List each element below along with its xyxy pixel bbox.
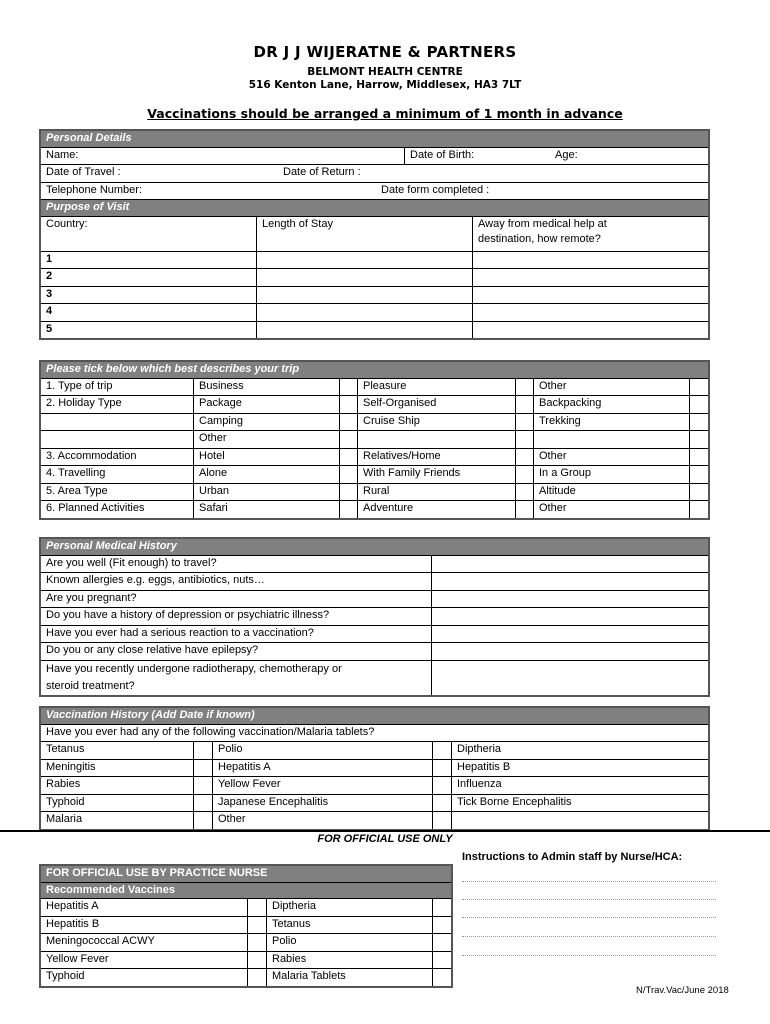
remote-cell[interactable]	[473, 269, 709, 287]
nurse-recommended-table	[40, 865, 452, 987]
vaccine-label	[452, 812, 709, 830]
trip-row	[41, 448, 709, 466]
tick-box[interactable]	[690, 466, 709, 484]
remote-cell[interactable]	[473, 251, 709, 269]
trip-option-label: Other	[534, 448, 690, 466]
vaccine-date-box[interactable]	[433, 742, 452, 760]
vaccine-date-box[interactable]	[194, 759, 213, 777]
vaccine-label: Tick Borne Encephalitis	[452, 794, 709, 812]
tick-box[interactable]	[248, 916, 267, 934]
recommended-vaccine-label: Tetanus	[267, 916, 433, 934]
trip-category-label	[41, 413, 194, 431]
tick-box[interactable]	[248, 969, 267, 987]
vaccination-question: Have you ever had any of the following vaccination/Malaria tablets?	[41, 724, 709, 742]
trip-category-label: 4. Travelling	[41, 466, 194, 484]
trip-option-label: Pleasure	[358, 378, 516, 396]
vaccine-date-box[interactable]	[194, 742, 213, 760]
stay-cell[interactable]	[257, 304, 473, 322]
tick-box[interactable]	[516, 483, 534, 501]
tick-box[interactable]	[516, 396, 534, 414]
tick-box[interactable]	[433, 934, 452, 952]
remote-cell[interactable]	[473, 321, 709, 339]
trip-option-label	[534, 431, 690, 449]
trip-category-label: 3. Accommodation	[41, 448, 194, 466]
centre-name: BELMONT HEALTH CENTRE	[307, 66, 463, 78]
trip-row	[41, 396, 709, 414]
tick-box[interactable]	[690, 378, 709, 396]
trip-option-label: Urban	[194, 483, 340, 501]
recommended-vaccine-label: Diptheria	[267, 899, 433, 917]
vaccine-date-box[interactable]	[433, 777, 452, 795]
vaccine-date-box[interactable]	[433, 794, 452, 812]
instruction-line[interactable]	[462, 955, 716, 956]
tick-box[interactable]	[248, 899, 267, 917]
instruction-line[interactable]	[462, 881, 716, 882]
medical-answer-cell[interactable]	[432, 573, 709, 591]
trip-option-label: Camping	[194, 413, 340, 431]
medical-answer-cell[interactable]	[432, 660, 709, 695]
vaccination-row	[41, 742, 709, 760]
personal-details-table	[40, 130, 709, 339]
tick-box[interactable]	[690, 448, 709, 466]
medical-answer-cell[interactable]	[432, 625, 709, 643]
telephone-label: Telephone Number:	[46, 183, 143, 196]
admin-instructions-label: Instructions to Admin staff by Nurse/HCA:	[462, 851, 683, 863]
tick-box[interactable]	[340, 501, 358, 519]
trip-category-label: 5. Area Type	[41, 483, 194, 501]
recommended-vaccine-label: Hepatitis B	[41, 916, 248, 934]
medical-answer-cell[interactable]	[432, 643, 709, 661]
tick-box[interactable]	[340, 378, 358, 396]
form-reference: N/Trav.Vac/June 2018	[636, 985, 729, 996]
medical-history-table	[40, 538, 709, 696]
stay-cell[interactable]	[257, 321, 473, 339]
tick-box[interactable]	[248, 951, 267, 969]
tick-box[interactable]	[516, 378, 534, 396]
name-field[interactable]: Name:	[41, 147, 405, 165]
instruction-line[interactable]	[462, 899, 716, 900]
recommended-vaccine-label: Malaria Tablets	[267, 969, 433, 987]
vaccination-heading: Vaccination History (Add Date if known)	[41, 708, 709, 725]
date-completed-label: Date form completed :	[381, 183, 490, 196]
trip-option-label	[358, 431, 516, 449]
vaccine-label: Meningitis	[41, 759, 194, 777]
trip-option-label: Altitude	[534, 483, 690, 501]
medical-row	[41, 608, 709, 626]
official-use-label: FOR OFFICIAL USE ONLY	[317, 833, 453, 845]
remote-cell[interactable]	[473, 286, 709, 304]
recommended-row	[41, 969, 452, 987]
trip-option-label: In a Group	[534, 466, 690, 484]
tick-box[interactable]	[340, 396, 358, 414]
vaccine-date-box[interactable]	[433, 812, 452, 830]
vaccine-label: Typhoid	[41, 794, 194, 812]
medical-row	[41, 573, 709, 591]
tick-box[interactable]	[516, 448, 534, 466]
medical-row	[41, 643, 709, 661]
vaccine-label: Hepatitis A	[213, 759, 433, 777]
tick-box[interactable]	[516, 413, 534, 431]
tick-box[interactable]	[516, 466, 534, 484]
trip-row	[41, 466, 709, 484]
recommended-vaccine-label: Polio	[267, 934, 433, 952]
tick-box[interactable]	[516, 431, 534, 449]
age-label: Age:	[555, 148, 578, 161]
trip-row	[41, 413, 709, 431]
personal-details-heading: Personal Details	[41, 131, 709, 148]
vaccination-row	[41, 794, 709, 812]
medical-question: Do you or any close relative have epilepsy?	[41, 643, 432, 661]
trip-option-label: Other	[194, 431, 340, 449]
recommended-vaccine-label: Yellow Fever	[41, 951, 248, 969]
vaccine-label: Malaria	[41, 812, 194, 830]
vaccination-row	[41, 777, 709, 795]
tick-box[interactable]	[248, 934, 267, 952]
trip-option-label: Trekking	[534, 413, 690, 431]
trip-category-label	[41, 431, 194, 449]
recommended-row	[41, 916, 452, 934]
trip-option-label: Hotel	[194, 448, 340, 466]
trip-option-label: Relatives/Home	[358, 448, 516, 466]
country-row-label[interactable]: 1	[41, 251, 257, 269]
remote-cell[interactable]	[473, 304, 709, 322]
trip-option-label: Adventure	[358, 501, 516, 519]
stay-cell[interactable]	[257, 251, 473, 269]
recommended-row	[41, 934, 452, 952]
vaccine-label: Polio	[213, 742, 433, 760]
vaccine-label: Diptheria	[452, 742, 709, 760]
tick-box[interactable]	[340, 413, 358, 431]
trip-option-label: Rural	[358, 483, 516, 501]
tick-box[interactable]	[690, 396, 709, 414]
official-divider	[0, 830, 770, 832]
trip-category-label: 1. Type of trip	[41, 378, 194, 396]
vaccine-date-box[interactable]	[194, 794, 213, 812]
recommended-heading: Recommended Vaccines	[41, 882, 452, 899]
medical-row	[41, 590, 709, 608]
trip-option-label: Other	[534, 378, 690, 396]
vaccination-row	[41, 812, 709, 830]
vaccine-label: Influenza	[452, 777, 709, 795]
purpose-heading: Purpose of Visit	[41, 200, 709, 217]
trip-option-label: With Family Friends	[358, 466, 516, 484]
medical-question: Are you pregnant?	[41, 590, 432, 608]
medical-question: Are you well (Fit enough) to travel?	[41, 555, 432, 573]
trip-row	[41, 431, 709, 449]
medical-answer-cell[interactable]	[432, 555, 709, 573]
medical-question: Have you ever had a serious reaction to a vaccination?	[41, 625, 432, 643]
vaccine-label: Hepatitis B	[452, 759, 709, 777]
instruction-line[interactable]	[462, 936, 716, 937]
medical-row	[41, 555, 709, 573]
trip-row	[41, 378, 709, 396]
tick-box[interactable]	[433, 916, 452, 934]
trip-option-label: Package	[194, 396, 340, 414]
date-of-travel-label: Date of Travel :	[46, 166, 121, 178]
vaccination-row	[41, 759, 709, 777]
remote-header: Away from medical help at destination, how remote?	[473, 216, 709, 251]
recommended-vaccine-label: Rabies	[267, 951, 433, 969]
country-header: Country:	[41, 216, 257, 251]
trip-option-label: Business	[194, 378, 340, 396]
trip-row	[41, 501, 709, 519]
tick-box[interactable]	[433, 969, 452, 987]
vaccine-label: Rabies	[41, 777, 194, 795]
medical-question: Known allergies e.g. eggs, antibiotics, nuts…	[41, 573, 432, 591]
tick-box[interactable]	[690, 483, 709, 501]
vaccine-date-box[interactable]	[194, 812, 213, 830]
nurse-heading: FOR OFFICIAL USE BY PRACTICE NURSE	[41, 866, 452, 883]
vaccine-label: Yellow Fever	[213, 777, 433, 795]
medical-heading: Personal Medical History	[41, 539, 709, 556]
vaccine-date-box[interactable]	[433, 759, 452, 777]
vaccine-label: Other	[213, 812, 433, 830]
dob-age-field[interactable]	[405, 147, 709, 165]
medical-answer-cell[interactable]	[432, 608, 709, 626]
medical-answer-cell[interactable]	[432, 590, 709, 608]
recommended-vaccine-label: Typhoid	[41, 969, 248, 987]
medical-row	[41, 625, 709, 643]
trip-option-label: Safari	[194, 501, 340, 519]
medical-question: Do you have a history of depression or psychiatric illness?	[41, 608, 432, 626]
vaccine-date-box[interactable]	[194, 777, 213, 795]
recommended-row	[41, 951, 452, 969]
trip-option-label: Other	[534, 501, 690, 519]
medical-question: Have you recently undergone radiotherapy, chemotherapy or steroid treatment?	[41, 660, 432, 695]
phone-field[interactable]	[41, 182, 709, 200]
dob-label: Date of Birth:	[410, 148, 475, 161]
tick-box[interactable]	[690, 501, 709, 519]
trip-category-label: 2. Holiday Type	[41, 396, 194, 414]
country-row-label[interactable]: 3	[41, 286, 257, 304]
recommended-row	[41, 899, 452, 917]
country-row-label[interactable]: 2	[41, 269, 257, 287]
tick-box[interactable]	[340, 431, 358, 449]
instruction-line[interactable]	[462, 917, 716, 918]
trip-table	[40, 361, 709, 519]
date-of-return-label: Date of Return :	[283, 166, 361, 178]
recommended-vaccine-label: Hepatitis A	[41, 899, 248, 917]
country-row-label[interactable]: 4	[41, 304, 257, 322]
length-of-stay-header: Length of Stay	[257, 216, 473, 251]
vaccine-label: Japanese Encephalitis	[213, 794, 433, 812]
stay-cell[interactable]	[257, 286, 473, 304]
trip-heading: Please tick below which best describes your trip	[41, 362, 709, 379]
trip-option-label: Self-Organised	[358, 396, 516, 414]
trip-option-label: Backpacking	[534, 396, 690, 414]
travel-dates-field[interactable]	[41, 165, 709, 183]
advance-notice: Vaccinations should be arranged a minimum of 1 month in advance	[147, 106, 623, 121]
tick-box[interactable]	[516, 501, 534, 519]
tick-box[interactable]	[340, 448, 358, 466]
tick-box[interactable]	[340, 483, 358, 501]
vaccine-label: Tetanus	[41, 742, 194, 760]
trip-option-label: Cruise Ship	[358, 413, 516, 431]
tick-box[interactable]	[433, 899, 452, 917]
stay-cell[interactable]	[257, 269, 473, 287]
tick-box[interactable]	[690, 413, 709, 431]
recommended-vaccine-label: Meningococcal ACWY	[41, 934, 248, 952]
tick-box[interactable]	[433, 951, 452, 969]
tick-box[interactable]	[690, 431, 709, 449]
trip-row	[41, 483, 709, 501]
practice-name: DR J J WIJERATNE & PARTNERS	[253, 43, 517, 61]
trip-option-label: Alone	[194, 466, 340, 484]
tick-box[interactable]	[340, 466, 358, 484]
vaccination-history-table	[40, 707, 709, 830]
practice-address: 516 Kenton Lane, Harrow, Middlesex, HA3 7LT	[248, 79, 522, 91]
trip-category-label: 6. Planned Activities	[41, 501, 194, 519]
country-row-label[interactable]: 5	[41, 321, 257, 339]
